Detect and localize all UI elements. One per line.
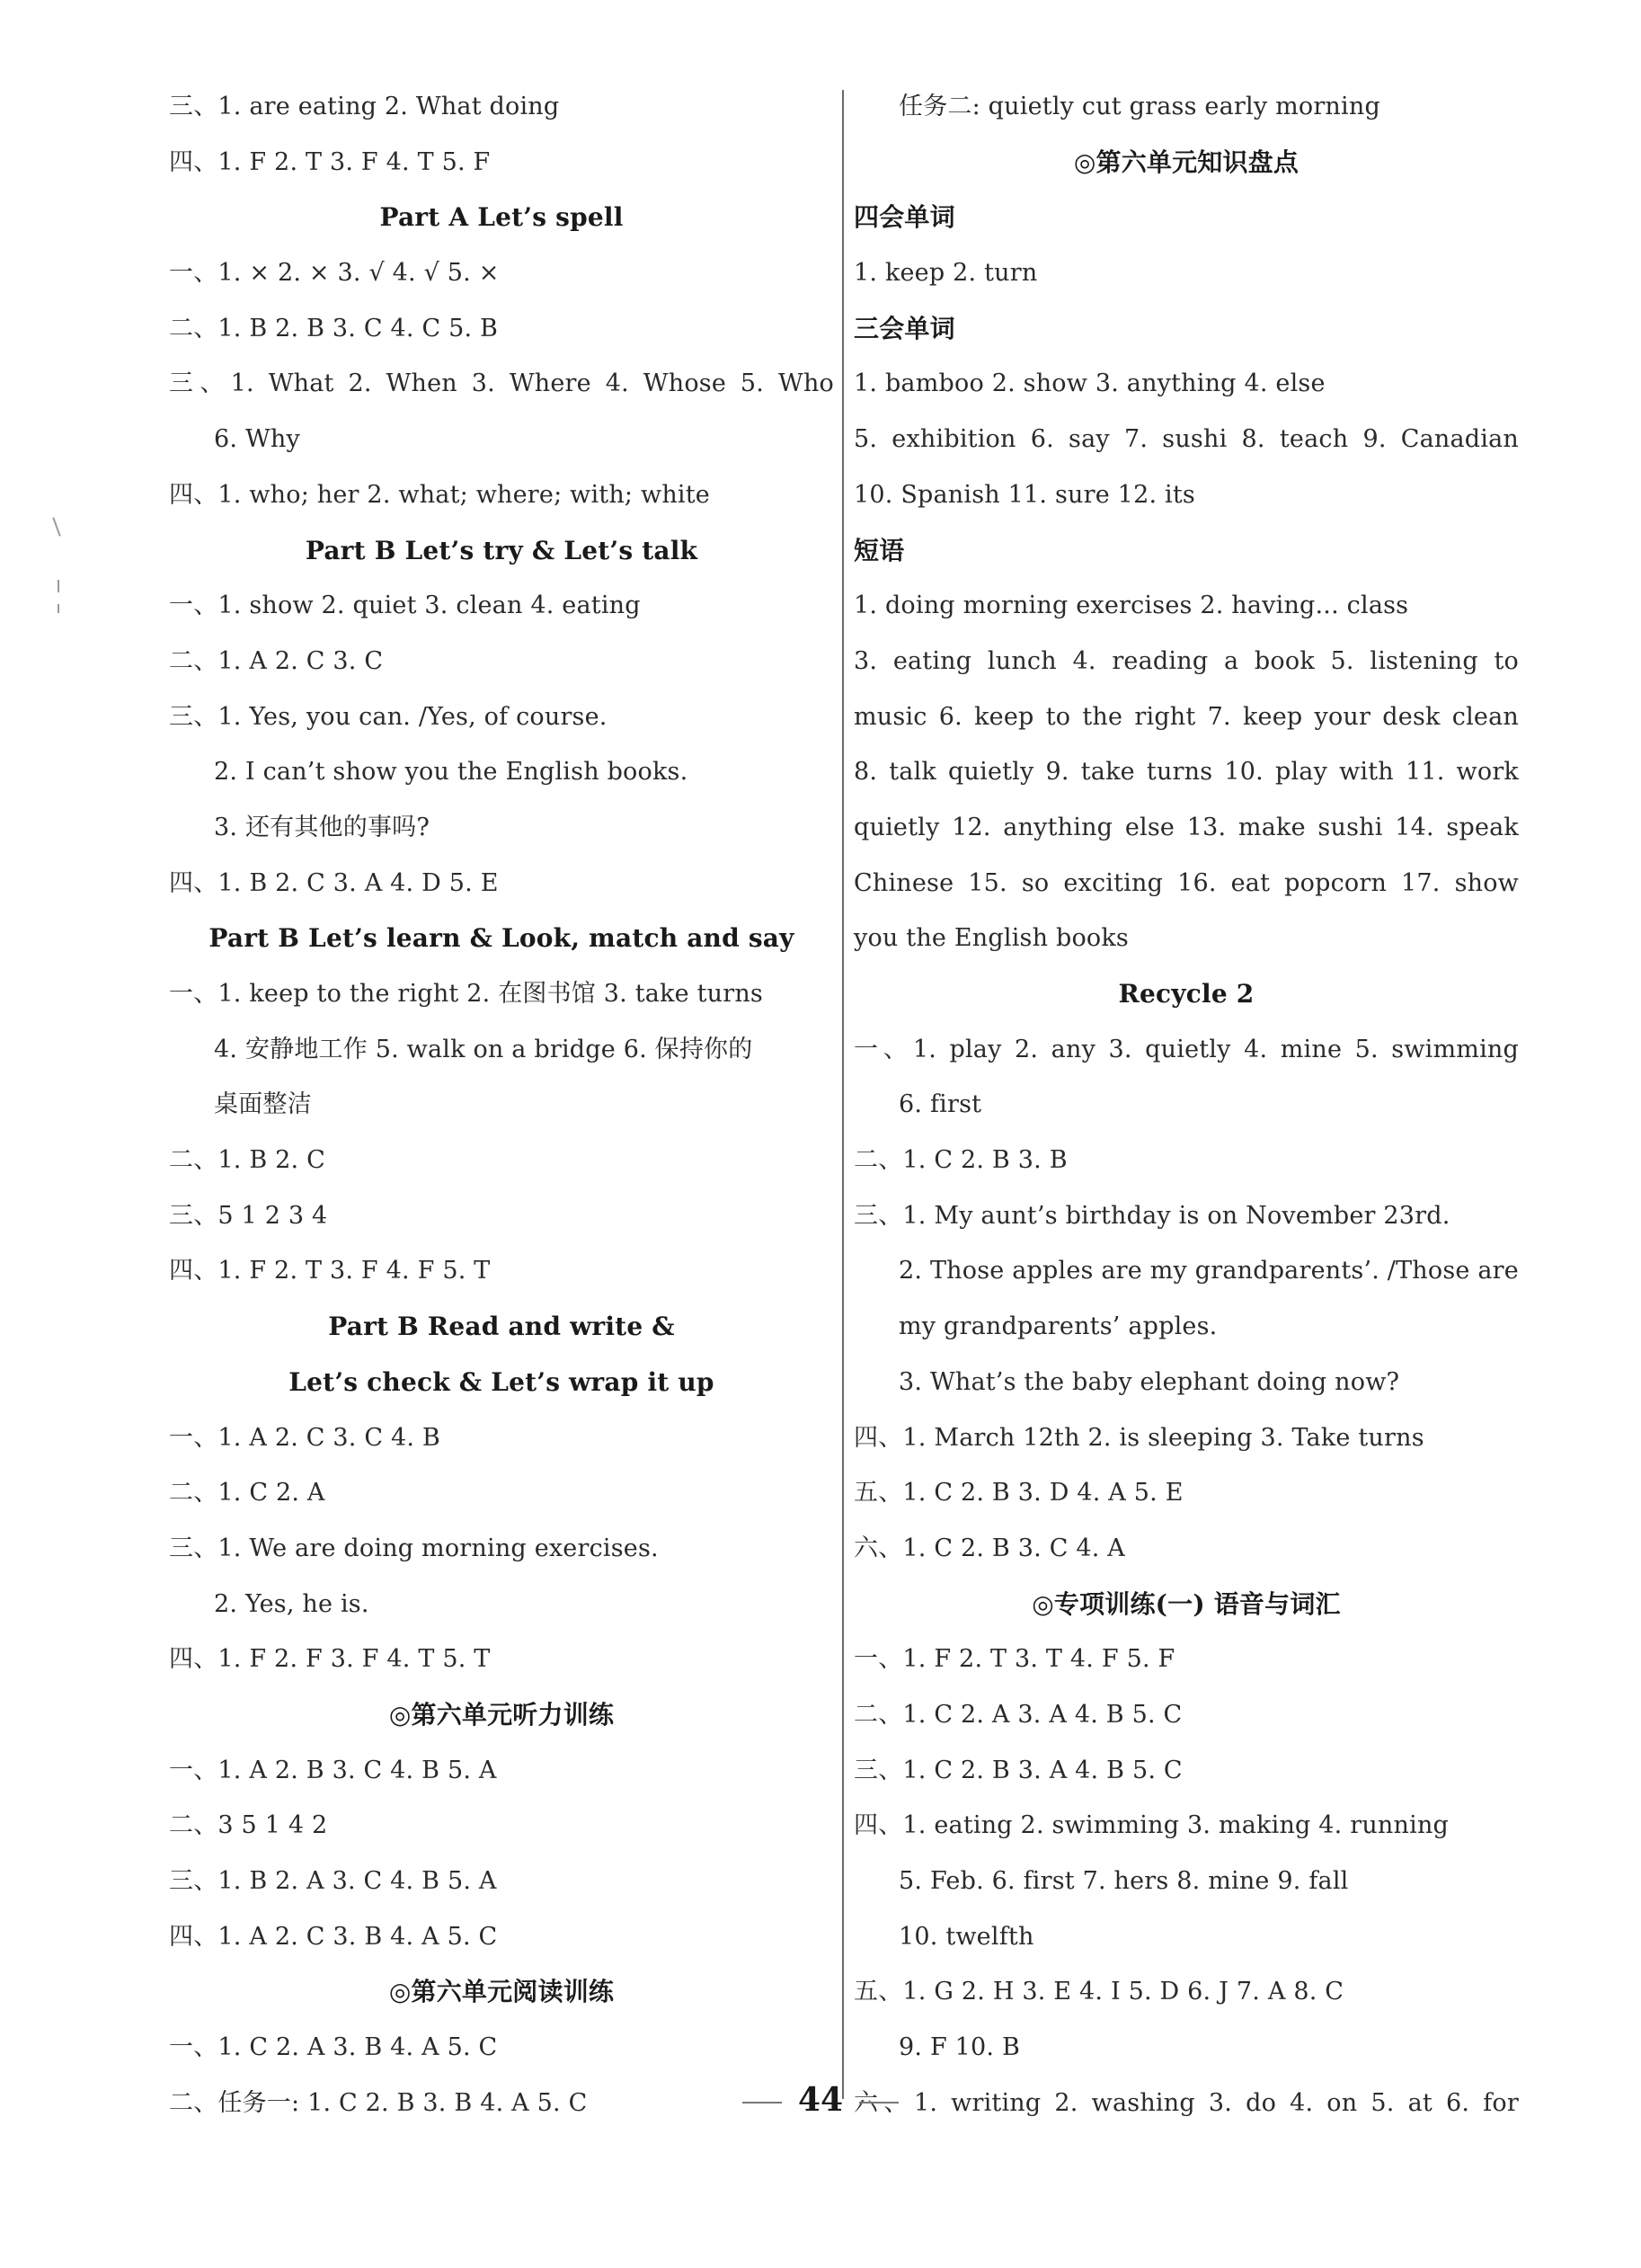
answer-line: 六、1. C 2. B 3. C 4. A bbox=[854, 1534, 1125, 1562]
subsection-label: 短语 bbox=[854, 535, 905, 565]
answer-line: my grandparents’ apples. bbox=[899, 1312, 1218, 1341]
subsection-label: 三会单词 bbox=[854, 313, 955, 343]
answer-line: 10. twelfth bbox=[899, 1922, 1034, 1951]
answer-line: Chinese 15. so exciting 16. eat popcorn 17. show bbox=[854, 868, 1519, 897]
answer-line: 二、3 5 1 4 2 bbox=[169, 1811, 328, 1840]
answer-line: 一、1. play 2. any 3. quietly 4. mine 5. swimming bbox=[854, 1035, 1519, 1063]
page-number-text: 44 bbox=[797, 2081, 844, 2119]
page-number-dash bbox=[859, 2102, 899, 2103]
answer-line: 四、1. A 2. C 3. B 4. A 5. C bbox=[169, 1922, 498, 1951]
answer-line: 二、1. C 2. A bbox=[169, 1479, 325, 1508]
answer-line: 二、1. C 2. B 3. B bbox=[854, 1146, 1068, 1175]
section-heading: ◎第六单元阅读训练 bbox=[388, 1977, 615, 2007]
section-heading: Part B Let’s learn & Look, match and say bbox=[208, 923, 794, 954]
answer-line: 2. I can’t show you the English books. bbox=[214, 758, 688, 787]
answer-line: 三、1. My aunt’s birthday is on November 23rd. bbox=[854, 1201, 1450, 1230]
margin-mark bbox=[58, 604, 59, 613]
answer-line: 四、1. F 2. T 3. F 4. T 5. F bbox=[169, 147, 491, 176]
answer-line: 一、1. A 2. C 3. C 4. B bbox=[169, 1423, 440, 1452]
answer-line: 9. F 10. B bbox=[899, 2033, 1021, 2062]
answer-line: 一、1. keep to the right 2. 在图书馆 3. take turns bbox=[169, 980, 763, 1008]
answer-line: 四、1. B 2. C 3. A 4. D 5. E bbox=[169, 868, 499, 897]
answer-line: 3. What’s the baby elephant doing now? bbox=[899, 1367, 1400, 1396]
answer-line: 2. Those apples are my grandparents’. /Those are bbox=[899, 1257, 1519, 1285]
answer-line: 8. talk quietly 9. take turns 10. play with 11. work bbox=[854, 758, 1519, 787]
answer-line: music 6. keep to the right 7. keep your desk clean bbox=[854, 702, 1519, 731]
answer-line: you the English books bbox=[854, 924, 1129, 953]
answer-line: 一、1. A 2. B 3. C 4. B 5. A bbox=[169, 1756, 497, 1784]
answer-line: 4. 安静地工作 5. walk on a bridge 6. 保持你的 bbox=[214, 1035, 753, 1063]
subsection-label: 四会单词 bbox=[854, 202, 955, 233]
answer-line: 三、1. Yes, you can. /Yes, of course. bbox=[169, 702, 608, 731]
answer-line: 任务二: quietly cut grass early morning bbox=[899, 93, 1380, 120]
page-number bbox=[0, 2081, 1641, 2119]
answer-line: 五、1. C 2. B 3. D 4. A 5. E bbox=[854, 1479, 1184, 1508]
answer-line: 一、1. show 2. quiet 3. clean 4. eating bbox=[169, 591, 641, 620]
answer-line: 一、1. C 2. A 3. B 4. A 5. C bbox=[169, 2033, 498, 2062]
answer-line: 一、1. F 2. T 3. T 4. F 5. F bbox=[854, 1645, 1175, 1674]
margin-mark bbox=[58, 580, 59, 592]
answer-line: 5. exhibition 6. say 7. sushi 8. teach 9. Canadian bbox=[854, 425, 1519, 454]
answer-line: 二、1. A 2. C 3. C bbox=[169, 646, 384, 675]
answer-line: 二、任务一: 1. C 2. B 3. B 4. A 5. C bbox=[169, 2088, 588, 2117]
answer-line: 四、1. eating 2. swimming 3. making 4. running bbox=[854, 1811, 1450, 1840]
answer-line: 三、1. B 2. A 3. C 4. B 5. A bbox=[169, 1867, 497, 1895]
answer-line: 3. eating lunch 4. reading a book 5. listening to bbox=[854, 646, 1519, 675]
right-column bbox=[854, 79, 1519, 2130]
answer-line: quietly 12. anything else 13. make sushi 14. speak bbox=[854, 813, 1519, 841]
answer-line: 6. first bbox=[899, 1090, 982, 1119]
answer-line: 二、1. B 2. B 3. C 4. C 5. B bbox=[169, 314, 499, 342]
answer-line: 五、1. G 2. H 3. E 4. I 5. D 6. J 7. A 8. C bbox=[854, 1978, 1344, 2006]
answer-line: 5. Feb. 6. first 7. hers 8. mine 9. fall bbox=[899, 1867, 1349, 1895]
answer-line: 一、1. × 2. × 3. √ 4. √ 5. × bbox=[169, 259, 500, 288]
answer-line: 1. bamboo 2. show 3. anything 4. else bbox=[854, 369, 1326, 398]
section-heading: Let’s check & Let’s wrap it up bbox=[288, 1366, 714, 1397]
answer-line: 四、1. who; her 2. what; where; with; white bbox=[169, 480, 710, 509]
section-heading: Part B Read and write & bbox=[328, 1312, 675, 1342]
answer-line: 四、1. March 12th 2. is sleeping 3. Take turns bbox=[854, 1423, 1424, 1452]
answer-line: 1. keep 2. turn bbox=[854, 259, 1038, 288]
margin-mark bbox=[52, 517, 60, 536]
answer-line: 三、1. We are doing morning exercises. bbox=[169, 1534, 659, 1562]
section-heading: Part A Let’s spell bbox=[379, 202, 624, 233]
answer-line: 三、1. are eating 2. What doing bbox=[169, 93, 560, 120]
answer-line: 1. doing morning exercises 2. having... class bbox=[854, 591, 1409, 620]
column-divider bbox=[842, 90, 844, 2099]
section-heading: Recycle 2 bbox=[1118, 979, 1255, 1009]
answer-line: 三、1. What 2. When 3. Where 4. Whose 5. Who bbox=[169, 369, 834, 398]
answer-line: 桌面整洁 bbox=[214, 1090, 312, 1119]
answer-line: 四、1. F 2. T 3. F 4. F 5. T bbox=[169, 1257, 491, 1285]
answer-line: 6. Why bbox=[214, 425, 300, 454]
section-heading: ◎第六单元知识盘点 bbox=[1073, 147, 1299, 177]
section-heading: Part B Let’s try & Let’s talk bbox=[305, 535, 698, 565]
answer-line: 六、1. writing 2. washing 3. do 4. on 5. at 6. for bbox=[854, 2088, 1519, 2117]
section-heading: ◎专项训练(一) 语音与词汇 bbox=[1032, 1588, 1341, 1619]
answer-line: 四、1. F 2. F 3. F 4. T 5. T bbox=[169, 1645, 491, 1674]
answer-line: 二、1. B 2. C bbox=[169, 1146, 325, 1175]
answer-line: 10. Spanish 11. sure 12. its bbox=[854, 480, 1195, 509]
answer-line: 二、1. C 2. A 3. A 4. B 5. C bbox=[854, 1700, 1183, 1729]
answer-line: 三、5 1 2 3 4 bbox=[169, 1201, 328, 1230]
answer-line: 三、1. C 2. B 3. A 4. B 5. C bbox=[854, 1756, 1183, 1784]
answer-line: 3. 还有其他的事吗? bbox=[214, 813, 430, 841]
section-heading: ◎第六单元听力训练 bbox=[388, 1699, 615, 1730]
page-number-dash bbox=[742, 2102, 782, 2103]
answer-line: 2. Yes, he is. bbox=[214, 1589, 369, 1618]
left-column bbox=[169, 79, 834, 2130]
